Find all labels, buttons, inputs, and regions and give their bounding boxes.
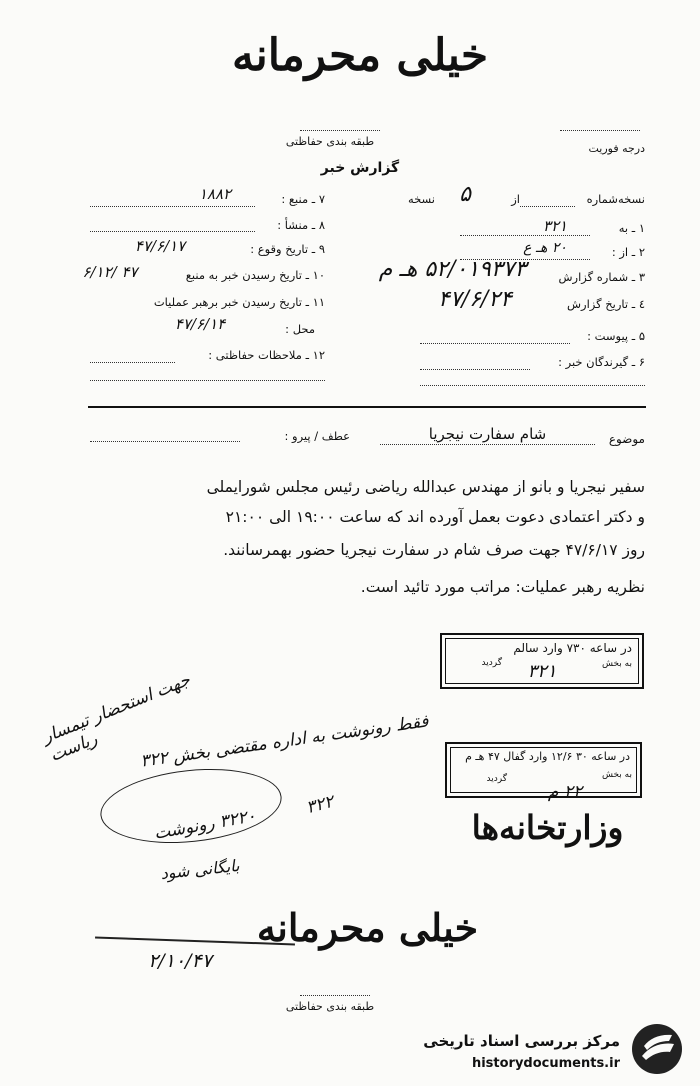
stamp-1-line-1: در ساعه ۷۳۰ وارد سالم [513, 641, 632, 655]
report-date-label: ٤ ـ تاریخ گزارش [566, 297, 645, 311]
website: historydocuments.ir [471, 1056, 620, 1071]
recipients-line [420, 369, 530, 370]
report-date-value: ۴۷/۶/۲۴ [438, 287, 512, 312]
copy-number-label: نسخه‌شماره [586, 192, 645, 206]
priority-label: درجه فوریت [588, 142, 645, 155]
notes-line [90, 362, 175, 363]
stamp-2-line-1: در ساعه ۳۰ ۱۲/۶ وارد گفال ۴۷ هـ م [465, 750, 630, 763]
from-label: ۲ ـ از : [611, 245, 645, 259]
subject-label: موضوع [608, 432, 645, 446]
receipt-stamp-1 [440, 633, 644, 689]
priority-line [560, 130, 640, 131]
classification-bottom: خیلی محرمانه [256, 905, 479, 950]
body-line-3: روز ۴۷/۶/۱۷ جهت صرف شام در سفارت نیجریا حضور بهمرسانند. [223, 541, 645, 559]
ref-line [90, 441, 240, 442]
to-line [460, 235, 590, 236]
event-date-label: ۹ ـ تاریخ وقوع : [250, 242, 325, 256]
received-leader-label: ۱۱ ـ تاریخ رسیدن خبر برهبر عملیات [153, 295, 325, 309]
copy-of-value: ۵ [459, 182, 471, 207]
origin-line [90, 231, 255, 232]
handwritten-note-2: فقط رونوشت به اداره مقتضی بخش ۳۲۲ [139, 711, 430, 772]
copy-of-label: از [511, 192, 520, 206]
received-source-label: ۱۰ ـ تاریخ رسیدن خبر به منبع [185, 268, 325, 282]
subject-line [380, 444, 595, 445]
body-line-4: نظریه رهبر عملیات: مراتب مورد تائید است. [360, 578, 645, 596]
attachment-line [420, 343, 570, 344]
recipients-label: ۶ ـ گیرندگان خبر : [558, 355, 645, 369]
subject-value: شام سفارت نیجریا [428, 425, 547, 443]
place-label: محل : [285, 322, 315, 336]
stamp-1-line-2: به بخش [602, 659, 632, 669]
classification-top: خیلی محرمانه [231, 30, 489, 81]
stamp-2-line-2: به بخش [602, 770, 632, 780]
event-date-value: ۴۷/۶/۱۷ [134, 237, 186, 255]
classification-label-top: طبقه بندی حفاظتی [285, 135, 375, 148]
to-label: ۱ ـ به [618, 221, 645, 235]
received-source-value: ۶/۱۲/ ۴۷ [82, 263, 138, 281]
notes-line-2 [90, 380, 325, 381]
classification-line-bottom [300, 995, 370, 996]
ref-label: عطف / پیرو : [284, 429, 350, 443]
report-number-label: ۳ ـ شماره گزارش [558, 270, 645, 284]
stamp-1-line-3: گردید [481, 658, 502, 668]
to-value: ۳۲۱ [542, 217, 568, 235]
logo-icon [630, 1022, 685, 1077]
handwritten-note-3: ۳۲۲ [304, 791, 336, 819]
stamp-2-line-3: گردید [486, 774, 507, 784]
body-line-1: سفیر نیجریا و بانو از مهندس عبدالله ریاضی رئیس مجلس شورایملی [206, 478, 645, 496]
place-value: ۴۷/۶/۱۴ [174, 315, 226, 333]
origin-label: ۸ ـ منشأ : [277, 218, 325, 232]
notes-label: ۱۲ ـ ملاحظات حفاظتی : [208, 348, 325, 362]
stamp-2-value: ۲۲ م [547, 782, 583, 802]
recipients-line-2 [420, 385, 645, 386]
from-value: ۲۰ هـ ع [523, 240, 567, 256]
center-name: مرکز بررسی اسناد تاریخی [423, 1032, 620, 1050]
handwritten-note-1: جهت استحضار تیمسار ریاست [39, 669, 194, 767]
handwritten-note-5: بایگانی شود [159, 855, 241, 884]
body-line-2: و دکتر اعتمادی دعوت بعمل آورده اند که ساعت ۱۹:۰۰ الی ۲۱:۰۰ [225, 508, 645, 526]
form-title: گزارش خبر [320, 160, 400, 176]
bottom-signature: ۲/۱۰/۴۷ [148, 950, 212, 972]
source-value: ۱۸۸۲ [198, 185, 232, 203]
attachment-label: ۵ ـ پیوست : [587, 329, 645, 343]
copy-number-line [520, 206, 575, 207]
section-divider [88, 406, 646, 408]
ministries-stamp: وزارتخانه‌ها [471, 808, 624, 847]
copy-suffix: نسخه [407, 192, 435, 206]
stamp-1-value: ۳۲۱ [527, 661, 557, 682]
source-line [90, 206, 255, 207]
report-number-value: ۵۲/۰۱۹۳۷۳ هـ م [378, 257, 527, 282]
classification-label-bottom: طبقه بندی حفاظتی [285, 1000, 375, 1013]
classification-line-top [300, 130, 380, 131]
handwritten-note-4: ۳۲۲۰ رونوشت [152, 806, 258, 844]
source-label: ۷ ـ منبع : [281, 192, 325, 206]
